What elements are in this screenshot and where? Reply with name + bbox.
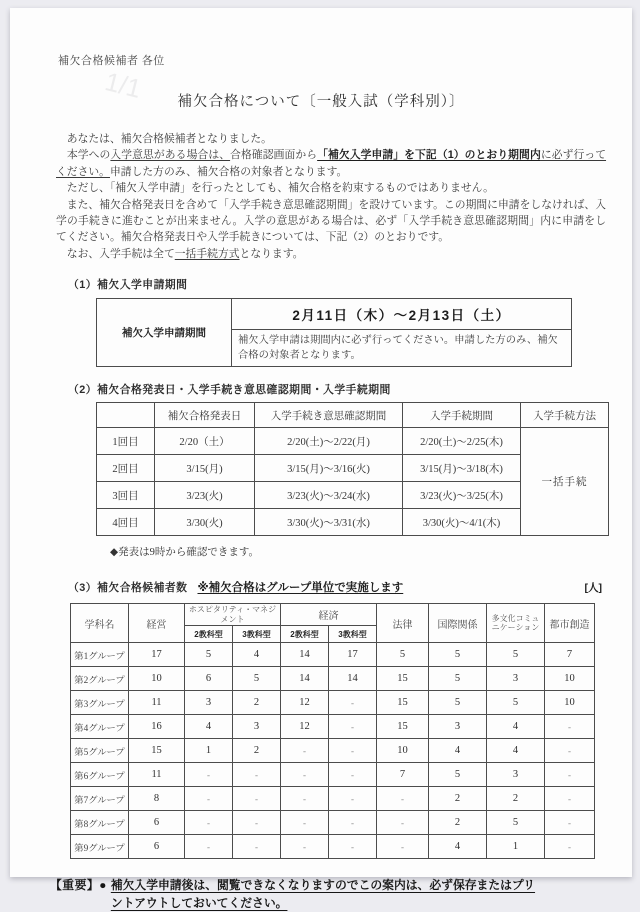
count-cell: 6 bbox=[129, 835, 185, 859]
paragraph-2 bbox=[56, 147, 606, 180]
page-watermark: 1/1 bbox=[102, 66, 145, 104]
table-row bbox=[71, 739, 595, 763]
count-cell: - bbox=[281, 787, 329, 811]
group-label: 第2グループ bbox=[71, 667, 129, 691]
header-hospitality: ホスピタリティ・マネジメント bbox=[185, 604, 281, 626]
important-notice bbox=[50, 876, 632, 912]
count-cell: 15 bbox=[377, 667, 429, 691]
schedule-cell: 3/30(火)～3/31(水) bbox=[255, 509, 403, 536]
p5-underline: 一括手続方式 bbox=[174, 247, 240, 260]
count-cell: 7 bbox=[377, 763, 429, 787]
schedule-cell: 2/20(土)～2/25(木) bbox=[403, 428, 521, 455]
schedule-header-confirm: 入学手続き意思確認期間 bbox=[255, 403, 403, 428]
count-cell: 2 bbox=[487, 787, 545, 811]
document-title: 補欠合格について〔一般入試（学科別）〕 bbox=[177, 94, 465, 110]
header-kokusai: 国際関係 bbox=[429, 604, 487, 643]
section2-title: （2）補欠合格発表日・入学手続き意思確認期間・入学手続期間 bbox=[68, 384, 391, 397]
count-cell: - bbox=[329, 763, 377, 787]
header-keizai: 経済 bbox=[281, 604, 377, 626]
section3-emphasis: ※補欠合格はグループ単位で実施します bbox=[197, 582, 404, 595]
group-label: 第3グループ bbox=[71, 691, 129, 715]
subheader-2subject: 2教科型 bbox=[185, 626, 233, 643]
p5-plain2: となります。 bbox=[239, 247, 304, 260]
count-cell: - bbox=[545, 715, 595, 739]
count-cell: 2 bbox=[233, 739, 281, 763]
header-dept: 学科名 bbox=[71, 604, 129, 643]
paragraph-1-text: あなたは、補欠合格候補者となりました。 bbox=[56, 133, 272, 145]
table-row bbox=[71, 763, 595, 787]
count-cell: 4 bbox=[185, 715, 233, 739]
count-cell: 17 bbox=[329, 643, 377, 667]
count-cell: 12 bbox=[281, 715, 329, 739]
schedule-row bbox=[97, 428, 609, 455]
schedule-table bbox=[96, 402, 609, 536]
document-page bbox=[10, 8, 632, 911]
subheader-3subject: 3教科型 bbox=[233, 626, 281, 643]
table-row bbox=[71, 811, 595, 835]
count-cell: - bbox=[329, 835, 377, 859]
count-cell: - bbox=[281, 811, 329, 835]
count-cell: 3 bbox=[429, 715, 487, 739]
count-cell: - bbox=[545, 787, 595, 811]
group-label: 第7グループ bbox=[71, 787, 129, 811]
p2-plain: 本学への bbox=[56, 149, 111, 162]
schedule-cell: 2回目 bbox=[97, 455, 155, 482]
p2-underline: 入学意思がある場合は、 bbox=[110, 149, 231, 162]
count-cell: - bbox=[233, 811, 281, 835]
announcement-time-note: ◆発表は9時から確認できます。 bbox=[110, 547, 259, 559]
candidates-body bbox=[71, 643, 595, 859]
count-cell: - bbox=[233, 787, 281, 811]
count-cell: 16 bbox=[129, 715, 185, 739]
group-label: 第1グループ bbox=[71, 643, 129, 667]
schedule-cell: 3回目 bbox=[97, 482, 155, 509]
count-cell: 15 bbox=[129, 739, 185, 763]
count-cell: 14 bbox=[281, 667, 329, 691]
count-cell: 11 bbox=[129, 691, 185, 715]
p2-bold-underline: 「補欠入学申請」を下記（1）のとおり期間内 bbox=[317, 149, 541, 162]
count-cell: 15 bbox=[377, 715, 429, 739]
count-cell: 3 bbox=[185, 691, 233, 715]
body-text bbox=[56, 131, 606, 262]
table-row bbox=[71, 667, 595, 691]
count-cell: 2 bbox=[233, 691, 281, 715]
group-label: 第5グループ bbox=[71, 739, 129, 763]
section3-title-row bbox=[68, 579, 602, 595]
table-row bbox=[71, 787, 595, 811]
p5-plain: なお、入学手続は全て bbox=[56, 247, 175, 260]
header-keiei: 経営 bbox=[129, 604, 185, 643]
count-cell: - bbox=[377, 835, 429, 859]
group-label: 第8グループ bbox=[71, 811, 129, 835]
count-cell: 3 bbox=[233, 715, 281, 739]
p2-plain3: 申請した方のみ、補欠合格の対象者となります。 bbox=[109, 165, 348, 178]
period-row-label: 補欠入学申請期間 bbox=[97, 299, 232, 367]
schedule-cell: 3/30(火) bbox=[155, 509, 255, 536]
count-cell: - bbox=[545, 811, 595, 835]
count-cell: 14 bbox=[329, 667, 377, 691]
count-cell: - bbox=[329, 787, 377, 811]
schedule-cell: 1回目 bbox=[97, 428, 155, 455]
count-cell: 5 bbox=[429, 691, 487, 715]
count-cell: 1 bbox=[487, 835, 545, 859]
count-cell: 6 bbox=[129, 811, 185, 835]
addressee-line: 補欠合格候補者 各位 bbox=[58, 55, 165, 67]
application-period-table bbox=[96, 298, 572, 367]
count-cell: 10 bbox=[377, 739, 429, 763]
schedule-cell: 3/23(火) bbox=[155, 482, 255, 509]
section1-title: （1）補欠入学申請期間 bbox=[68, 279, 188, 292]
count-cell: 5 bbox=[429, 643, 487, 667]
schedule-header-method: 入学手続方法 bbox=[521, 403, 609, 428]
count-cell: 5 bbox=[487, 643, 545, 667]
count-cell: - bbox=[185, 763, 233, 787]
count-cell: - bbox=[377, 811, 429, 835]
count-cell: 4 bbox=[429, 739, 487, 763]
table-row bbox=[71, 835, 595, 859]
schedule-body bbox=[97, 428, 609, 536]
schedule-cell: 3/15(月)～3/18(木) bbox=[403, 455, 521, 482]
section3-title: （3）補欠合格候補者数 bbox=[68, 582, 188, 595]
notice-prefix: 【重要】● bbox=[50, 878, 107, 893]
count-cell: 5 bbox=[487, 691, 545, 715]
header-tabunka: 多文化コミュニケーション bbox=[487, 604, 545, 643]
application-period-note: 補欠入学申請は期間内に必ず行ってください。申請した方のみ、補欠合格の対象者となります。 bbox=[232, 330, 572, 367]
subheader-2subject: 2教科型 bbox=[281, 626, 329, 643]
group-label: 第9グループ bbox=[71, 835, 129, 859]
application-period-value: 2月11日（木）～2月13日（土） bbox=[232, 299, 572, 330]
procedure-method-cell: 一括手続 bbox=[521, 428, 609, 536]
count-cell: - bbox=[329, 691, 377, 715]
notice-text: 補欠入学申請後は、閲覧できなくなりますのでこの案内は、必ず保存またはプリントアウトしておいてください。 bbox=[110, 878, 536, 911]
count-cell: 8 bbox=[129, 787, 185, 811]
count-cell: 3 bbox=[487, 763, 545, 787]
schedule-cell: 3/15(月) bbox=[155, 455, 255, 482]
schedule-cell: 3/15(月)～3/16(火) bbox=[255, 455, 403, 482]
header-houritsu: 法律 bbox=[377, 604, 429, 643]
count-cell: 5 bbox=[233, 667, 281, 691]
count-cell: 5 bbox=[185, 643, 233, 667]
count-cell: 1 bbox=[185, 739, 233, 763]
table-row bbox=[97, 299, 572, 330]
count-cell: - bbox=[233, 763, 281, 787]
count-cell: - bbox=[281, 763, 329, 787]
count-cell: 14 bbox=[281, 643, 329, 667]
count-cell: 4 bbox=[487, 739, 545, 763]
count-cell: 10 bbox=[545, 691, 595, 715]
schedule-cell: 2/20(土)～2/22(月) bbox=[255, 428, 403, 455]
count-cell: - bbox=[377, 787, 429, 811]
table-row bbox=[71, 643, 595, 667]
count-cell: 7 bbox=[545, 643, 595, 667]
count-cell: - bbox=[185, 787, 233, 811]
schedule-header-announce: 補欠合格発表日 bbox=[155, 403, 255, 428]
header-toshi: 都市創造 bbox=[545, 604, 595, 643]
candidates-table bbox=[70, 603, 595, 859]
count-cell: - bbox=[233, 835, 281, 859]
count-cell: 12 bbox=[281, 691, 329, 715]
schedule-cell: 3/23(火)～3/25(木) bbox=[403, 482, 521, 509]
count-cell: - bbox=[545, 835, 595, 859]
count-cell: 5 bbox=[429, 667, 487, 691]
candidates-header-row1 bbox=[71, 604, 595, 626]
count-cell: 10 bbox=[129, 667, 185, 691]
count-cell: 5 bbox=[487, 811, 545, 835]
count-cell: 15 bbox=[377, 691, 429, 715]
schedule-cell: 2/20（土） bbox=[155, 428, 255, 455]
count-cell: 4 bbox=[233, 643, 281, 667]
p2-underline2: に必ず行ってください。 bbox=[56, 149, 607, 178]
unit-label: [人] bbox=[584, 582, 602, 595]
count-cell: - bbox=[281, 739, 329, 763]
group-label: 第4グループ bbox=[71, 715, 129, 739]
count-cell: 2 bbox=[429, 811, 487, 835]
count-cell: 11 bbox=[129, 763, 185, 787]
schedule-header-blank bbox=[97, 403, 155, 428]
schedule-cell: 4回目 bbox=[97, 509, 155, 536]
count-cell: - bbox=[329, 811, 377, 835]
count-cell: - bbox=[281, 835, 329, 859]
schedule-cell: 3/23(火)～3/24(水) bbox=[255, 482, 403, 509]
count-cell: - bbox=[185, 811, 233, 835]
p2-plain2: 合格確認画面から bbox=[230, 149, 318, 162]
count-cell: 17 bbox=[129, 643, 185, 667]
count-cell: - bbox=[329, 715, 377, 739]
count-cell: - bbox=[329, 739, 377, 763]
count-cell: - bbox=[545, 739, 595, 763]
paragraph-4 bbox=[56, 197, 606, 246]
paragraph-5 bbox=[56, 246, 606, 262]
count-cell: 5 bbox=[377, 643, 429, 667]
count-cell: 5 bbox=[429, 763, 487, 787]
paragraph-4-text: また、補欠合格発表日を含めて「入学手続き意思確認期間」を設けています。この期間に申請をしなければ、入学の手続きに進むことが出来ません。入学の意思がある場合は、必ず「入学手続き意思確認期間」内に申請をしてください。補欠合格発表日や入学手続きについては、下記（2）のとおりです。 bbox=[56, 198, 606, 244]
paragraph-3 bbox=[56, 180, 606, 196]
count-cell: 4 bbox=[487, 715, 545, 739]
count-cell: 10 bbox=[545, 667, 595, 691]
count-cell: - bbox=[185, 835, 233, 859]
schedule-cell: 3/30(火)～4/1(木) bbox=[403, 509, 521, 536]
group-label: 第6グループ bbox=[71, 763, 129, 787]
schedule-header-row bbox=[97, 403, 609, 428]
table-row bbox=[71, 715, 595, 739]
schedule-header-procedure: 入学手続期間 bbox=[403, 403, 521, 428]
subheader-3subject: 3教科型 bbox=[329, 626, 377, 643]
paragraph-3-text: ただし、「補欠入学申請」を行ったとしても、補欠合格を約束するものではありません。 bbox=[56, 182, 494, 195]
count-cell: 6 bbox=[185, 667, 233, 691]
count-cell: 3 bbox=[487, 667, 545, 691]
paragraph-1 bbox=[56, 131, 606, 147]
table-row bbox=[71, 691, 595, 715]
count-cell: 2 bbox=[429, 787, 487, 811]
count-cell: 4 bbox=[429, 835, 487, 859]
count-cell: - bbox=[545, 763, 595, 787]
